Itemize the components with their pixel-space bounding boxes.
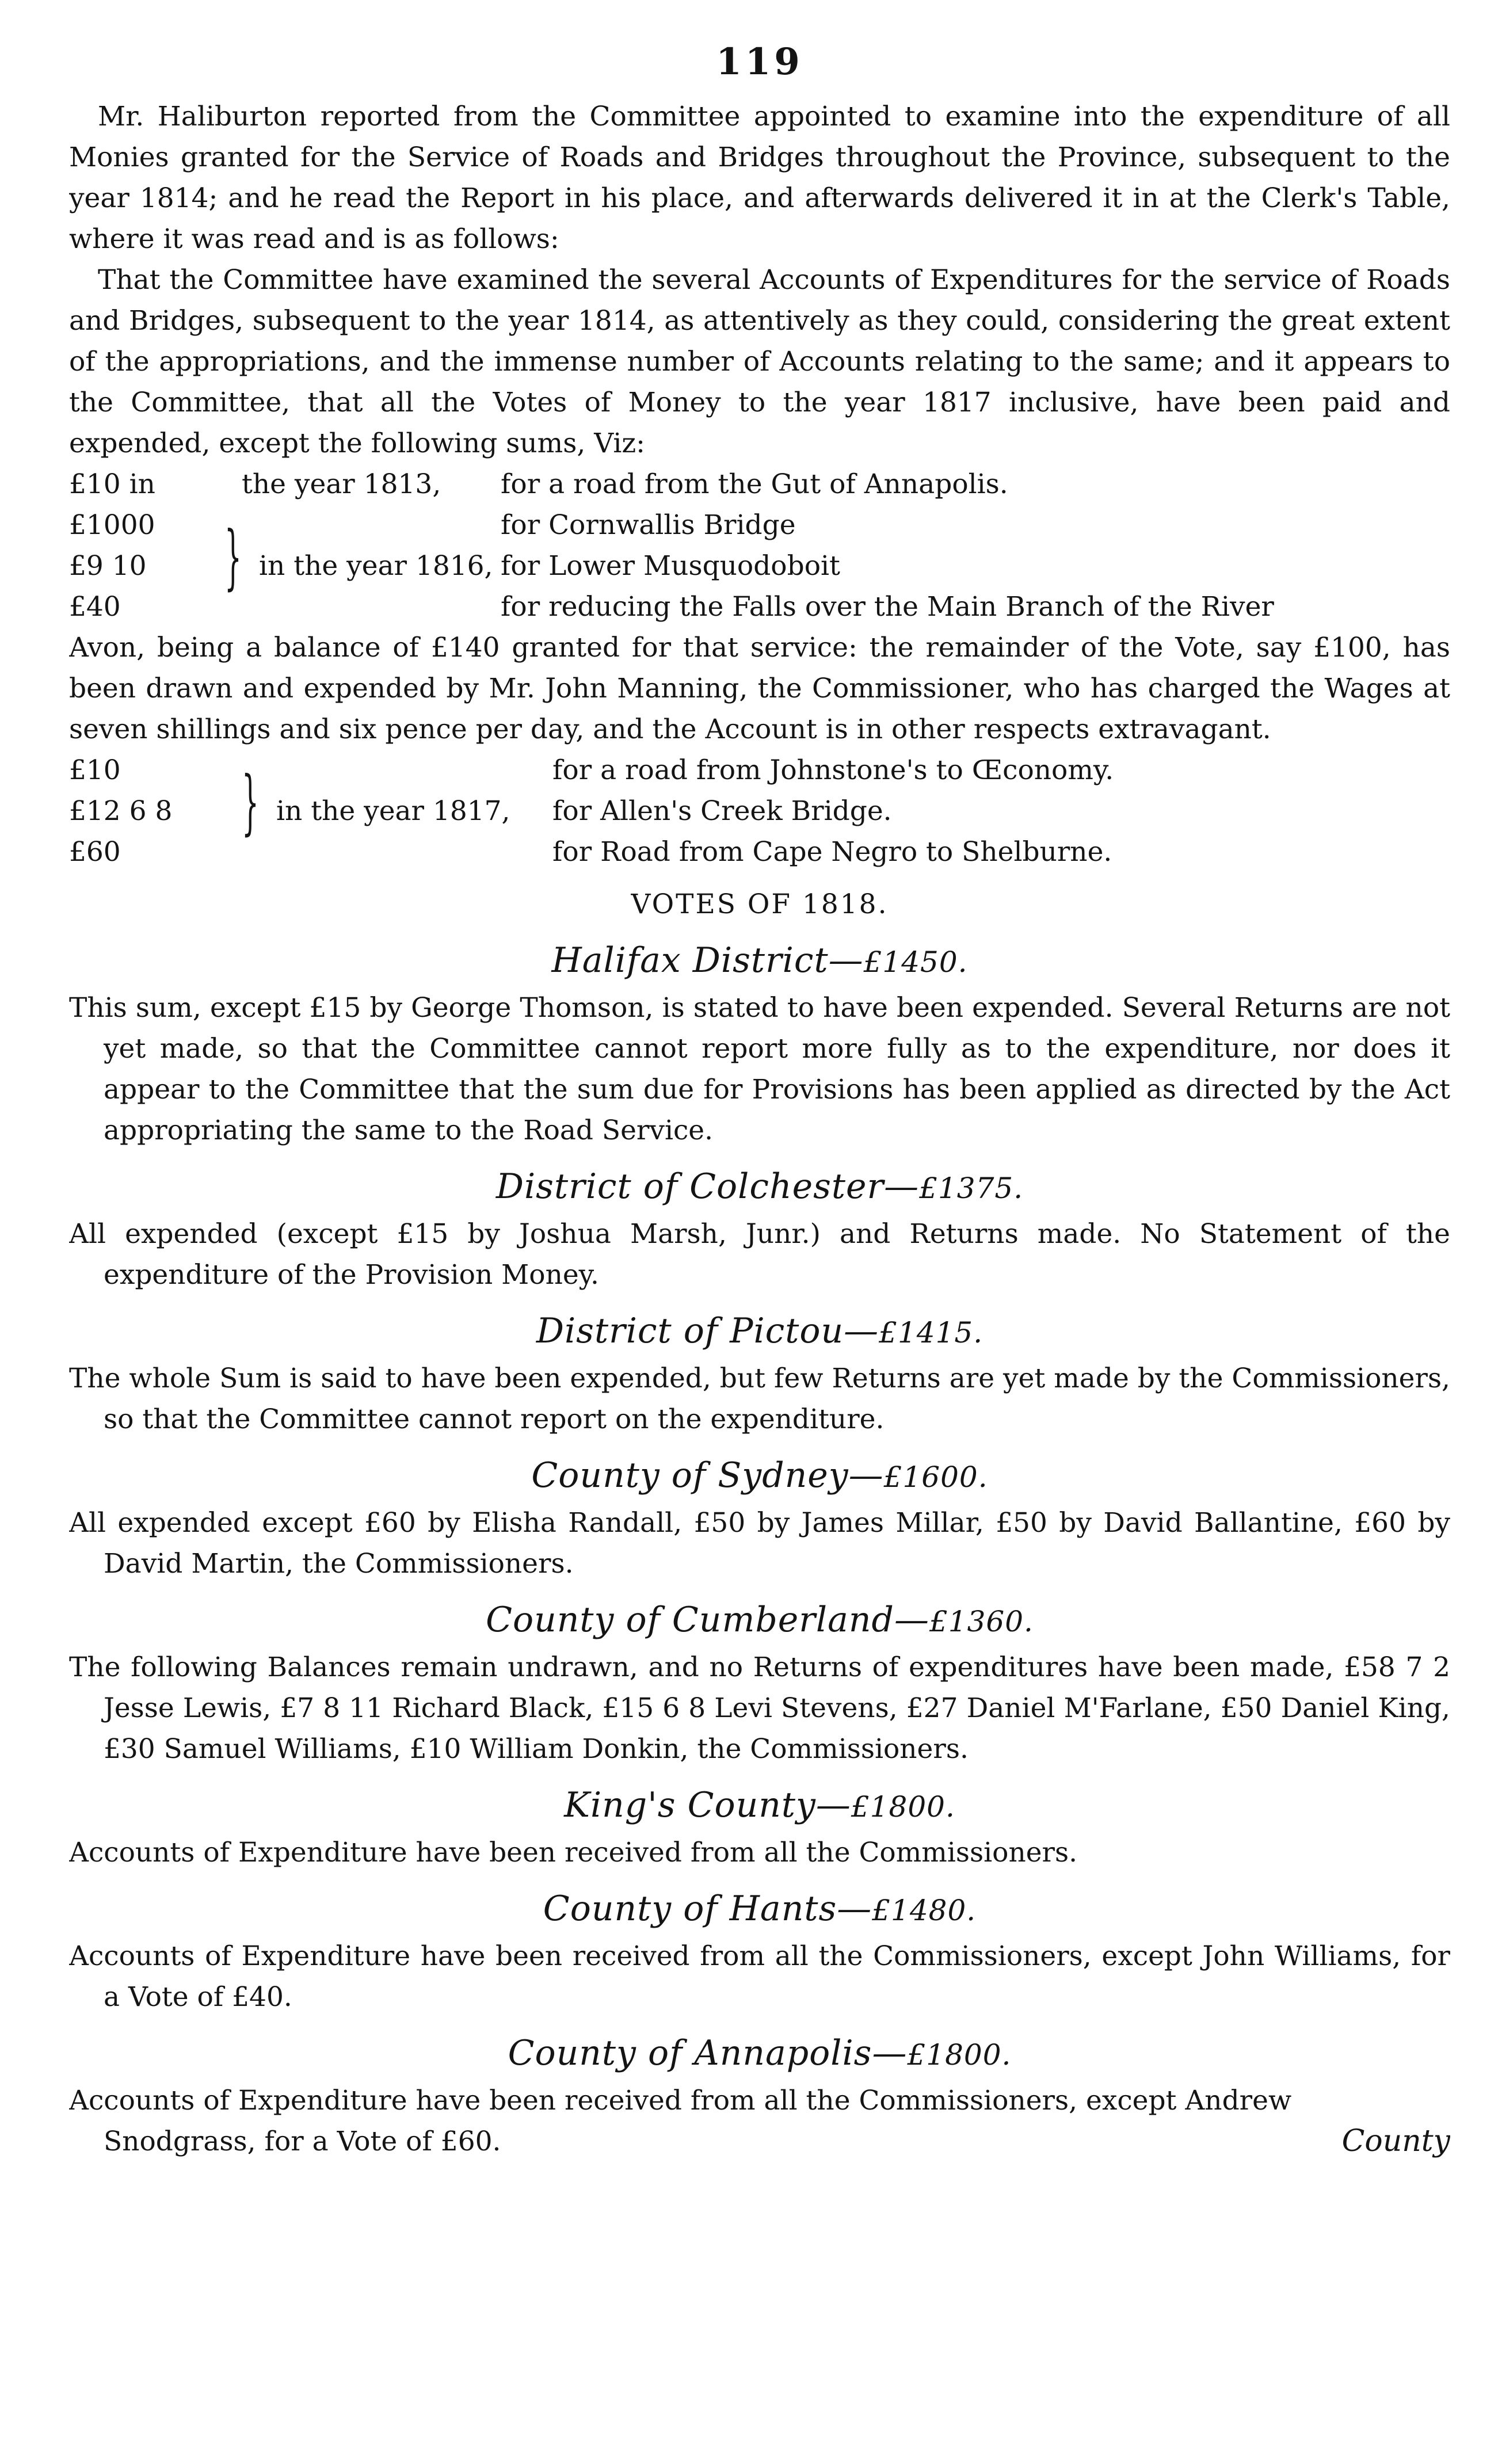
district-name: County of Cumberland—	[486, 1600, 929, 1640]
avon-paragraph: Avon, being a balance of £140 granted for that service: the remainder of the Vote, say £100, has been drawn and expended by Mr. John Manning, the Commissioner, who has charged the Wages at seven shillings and six pence per day, and the Account is in other respects extravagant.	[69, 632, 1450, 745]
district-text-sydney: All expended except £60 by Elisha Randall, £50 by James Millar, £50 by David Ballantine, £60 by David Martin, the Commissioners.	[69, 1507, 1450, 1580]
balance-group-1817	[69, 750, 1450, 872]
brace-glyph: }	[242, 761, 259, 844]
balance-desc: for reducing the Falls over the Main Branch of the River	[501, 591, 1274, 623]
balance-amount: £9 10	[69, 550, 147, 582]
district-heading-colchester	[69, 1164, 1450, 1211]
balance-amount: £10 in	[69, 468, 155, 500]
page-number: 119	[716, 40, 803, 83]
balance-amount: £40	[69, 591, 121, 623]
district-text-kings: Accounts of Expenditure have been received from all the Commissioners.	[69, 1837, 1078, 1868]
district-text-colchester: All expended (except £15 by Joshua Marsh, Junr.) and Returns made. No Statement of the expenditure of the Provision Money.	[69, 1218, 1450, 1291]
document-page	[69, 40, 1450, 2423]
balance-desc: for Cornwallis Bridge	[501, 509, 796, 541]
district-heading-pictou	[69, 1308, 1450, 1356]
district-text-halifax: This sum, except £15 by George Thomson, is stated to have been expended. Several Returns are not yet made, so that the Committee cannot report more fully as to the expenditure, nor does it appear to the Committee that the sum due for Provisions has been applied as directed by the Act appropriating the same to the Road Service.	[69, 992, 1450, 1146]
balance-amount: £1000	[69, 509, 155, 541]
balance-year: in the year 1816,	[259, 550, 493, 582]
balance-row	[69, 750, 1450, 791]
district-name: County of Annapolis—	[508, 2033, 908, 2073]
balance-desc: for Road from Cape Negro to Shelburne.	[552, 836, 1112, 868]
district-heading-sydney	[69, 1452, 1450, 1500]
balance-group-1816	[69, 505, 1450, 627]
brace-glyph: }	[224, 516, 242, 599]
balance-row	[69, 791, 1450, 831]
district-name: District of Colchester—	[495, 1166, 920, 1207]
balance-row	[69, 831, 1450, 872]
district-amount: £1480.	[872, 1894, 977, 1927]
district-text-cumberland: The following Balances remain undrawn, and no Returns of expenditures have been made, £58 7 2 Jesse Lewis, £7 8 11 Richard Black, £15 6 8 Levi Stevens, £27 Daniel M'Farlane, £50 Daniel King, £30 Samuel Williams, £10 William Donkin, the Commissioners.	[69, 1651, 1450, 1765]
district-text-hants: Accounts of Expenditure have been received from all the Commissioners, except John Williams, for a Vote of £40.	[69, 1940, 1450, 2013]
balance-row	[69, 546, 1450, 586]
intro-paragraph: Mr. Haliburton reported from the Committee appointed to examine into the expenditure of all Monies granted for the Service of Roads and Bridges throughout the Province, subsequent to the year 1814; and he read the Report in his place, and afterwards delivered it in at the Clerk's Table, where it was read and is as follows:	[69, 101, 1450, 255]
district-amount: £1800.	[851, 1790, 955, 1824]
balance-desc: for Allen's Creek Bridge.	[552, 795, 892, 827]
balance-desc: for Lower Musquodoboit	[501, 550, 840, 582]
balance-amount: £10	[69, 754, 121, 786]
district-heading-halifax	[69, 937, 1450, 985]
balance-row	[69, 505, 1450, 546]
district-name: County of Hants—	[543, 1889, 872, 1929]
district-amount: £1800.	[907, 2038, 1012, 2072]
district-name: District of Pictou—	[536, 1311, 879, 1351]
balance-year: the year 1813,	[242, 468, 441, 500]
balance-desc: for a road from Johnstone's to Œconomy.	[552, 754, 1114, 786]
final-line: Snodgrass, for a Vote of £60.	[104, 2126, 501, 2157]
report-paragraph: That the Committee have examined the several Accounts of Expenditures for the service of Roads and Bridges, subsequent to the year 1814, as attentively as they could, considering the great extent of the appropriations, and the immense number of Accounts relating to the same; and it appears to the Committee, that all the Votes of Money to the year 1817 inclusive, have been paid and expended, except the following sums, Viz:	[69, 264, 1450, 459]
district-text-pictou: The whole Sum is said to have been expended, but few Returns are yet made by the Commissioners, so that the Committee cannot report on the expenditure.	[69, 1363, 1450, 1435]
district-heading-cumberland	[69, 1597, 1450, 1645]
district-amount: £1360.	[929, 1605, 1034, 1638]
district-amount: £1600.	[883, 1460, 988, 1494]
balance-row	[69, 586, 1450, 627]
final-line-row	[69, 2121, 1450, 2162]
district-name: Halifax District—	[551, 940, 864, 981]
balance-year: in the year 1817,	[276, 795, 510, 827]
balance-row-1813	[69, 464, 1450, 505]
district-heading-kings	[69, 1782, 1450, 1830]
district-amount: £1415.	[879, 1316, 983, 1349]
district-name: King's County—	[564, 1785, 851, 1825]
votes-title: VOTES OF 1818.	[631, 888, 889, 920]
district-text-annapolis: Accounts of Expenditure have been received from all the Commissioners, except Andrew	[69, 2085, 1292, 2116]
district-heading-annapolis	[69, 2030, 1450, 2078]
district-heading-hants	[69, 1886, 1450, 1933]
district-name: County of Sydney—	[531, 1455, 884, 1496]
balance-amount: £60	[69, 836, 121, 868]
balance-amount: £12 6 8	[69, 795, 173, 827]
district-amount: £1450.	[863, 945, 968, 979]
catchword: County	[1341, 2124, 1450, 2158]
balance-desc: for a road from the Gut of Annapolis.	[501, 468, 1008, 500]
district-amount: £1375.	[919, 1172, 1024, 1205]
